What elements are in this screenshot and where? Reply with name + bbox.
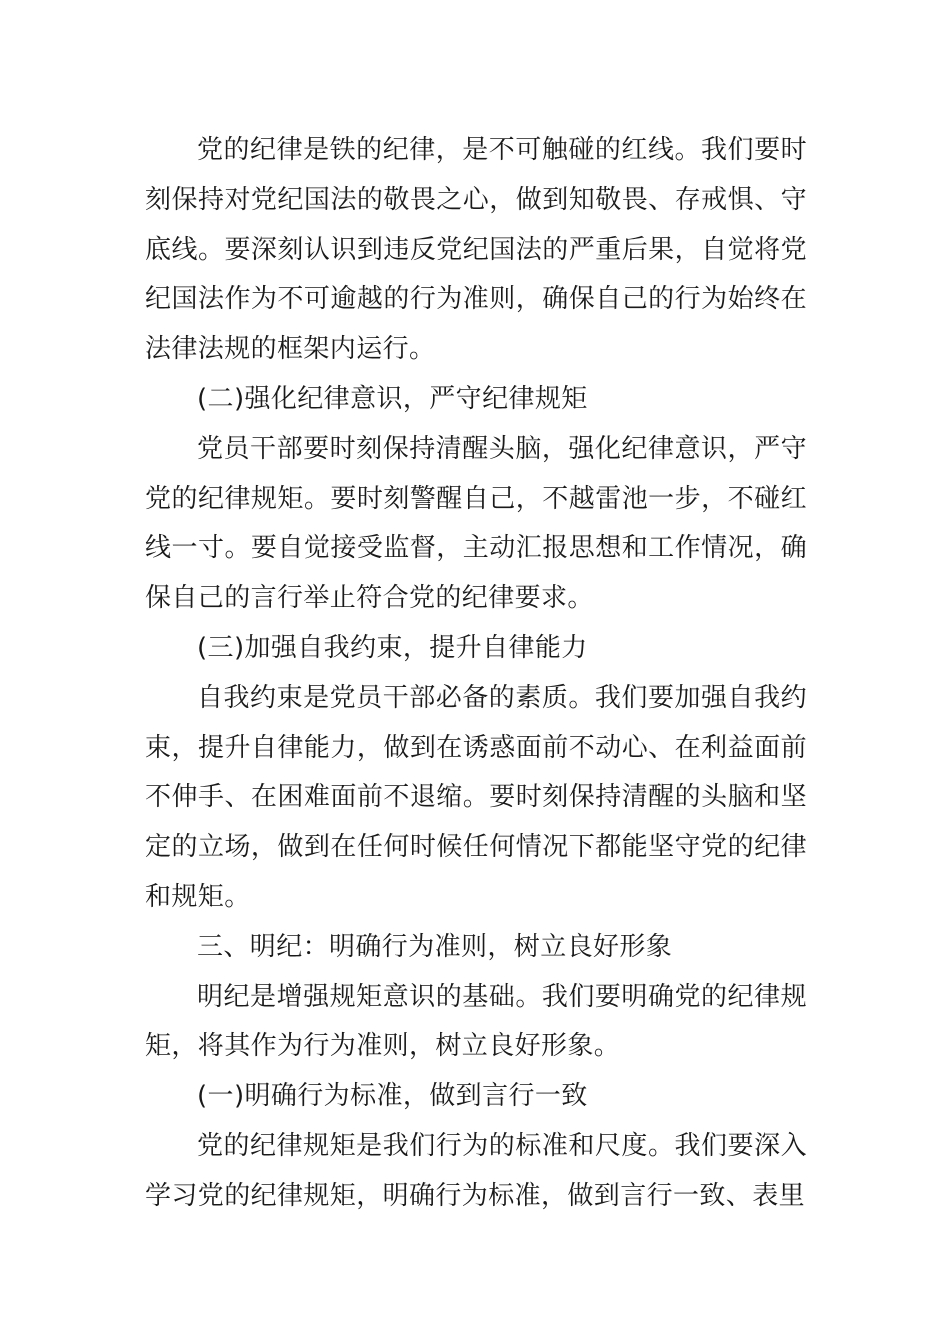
body-paragraph: 党的纪律是铁的纪律，是不可触碰的红线。我们要时刻保持对党纪国法的敬畏之心，做到知敬畏、存戒惧、守底线。要深刻认识到违反党纪国法的严重后果，自觉将党纪国法作为不可逾越的行为准则，确保自己的行为始终在法律法规的框架内运行。 [145, 135, 807, 365]
section-heading: (三)加强自我约束，提升自律能力 [197, 632, 588, 663]
document-page [145, 126, 807, 1222]
section-heading: (二)强化纪律意识，严守纪律规矩 [197, 383, 588, 414]
section-heading: (一)明确行为标准，做到言行一致 [197, 1081, 588, 1112]
chapter-heading: 三、明纪：明确行为准则，树立良好形象 [197, 931, 673, 962]
body-paragraph: 自我约束是党员干部必备的素质。我们要加强自我约束，提升自律能力，做到在诱惑面前不动心、在利益面前不伸手、在困难面前不退缩。要时刻保持清醒的头脑和坚定的立场，做到在任何时候任何情况下都能坚守党的纪律和规矩。 [145, 682, 807, 912]
body-paragraph: 党员干部要时刻保持清醒头脑，强化纪律意识，严守党的纪律规矩。要时刻警醒自己，不越雷池一步，不碰红线一寸。要自觉接受监督，主动汇报思想和工作情况，确保自己的言行举止符合党的纪律要求。 [145, 433, 807, 614]
body-paragraph: 明纪是增强规矩意识的基础。我们要明确党的纪律规矩，将其作为行为准则，树立良好形象。 [145, 981, 807, 1062]
body-paragraph: 党的纪律规矩是我们行为的标准和尺度。我们要深入学习党的纪律规矩，明确行为标准，做到言行一致、表里 [145, 1130, 807, 1211]
